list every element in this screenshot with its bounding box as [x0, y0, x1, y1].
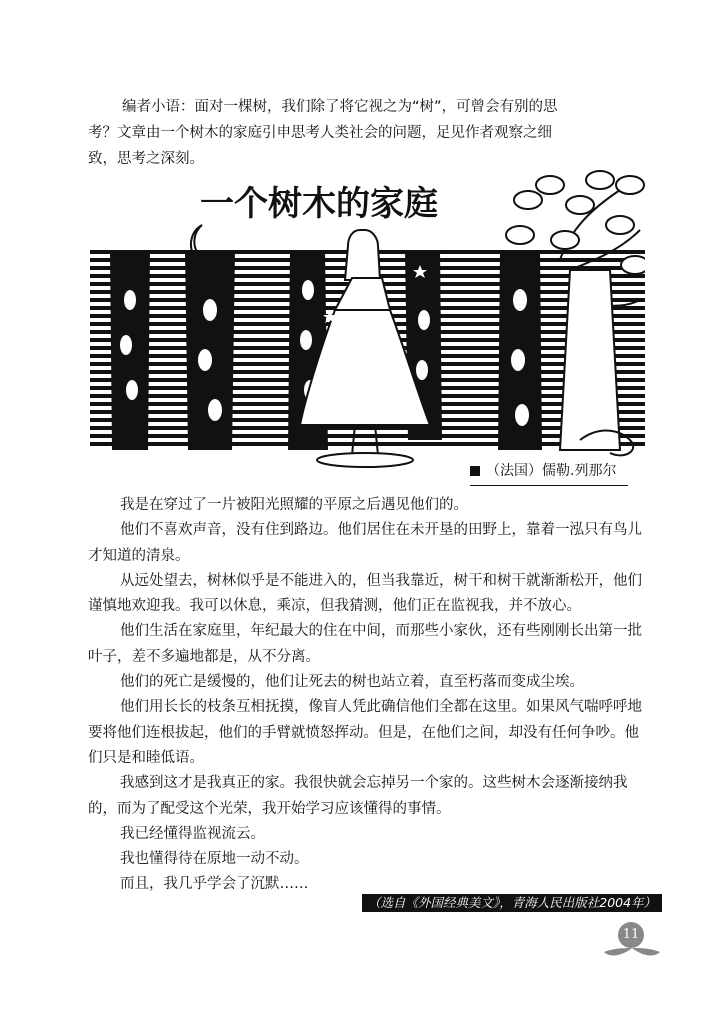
paragraph: 我是在穿过了一片被阳光照耀的平原之后遇见他们的。 [120, 497, 468, 513]
paragraph: 我也懂得待在原地一动不动。 [120, 851, 309, 868]
paragraph: 从远处望去，树林似乎是不能进入的，但当我靠近，树干和树干就渐渐松开，他们谨慎地欢迎我。我可以休息，乘凉，但我猜测，他们正在监视我，并不放心。 [88, 572, 642, 615]
author-name: （法国）儒勒.列那尔 [486, 463, 617, 479]
paragraph: 他们的死亡是缓慢的，他们让死去的树也站立着，直至朽落而变成尘埃。 [120, 674, 584, 691]
paragraph: 他们用长长的枝条互相抚摸，像盲人凭此确信他们全都在这里。如果风气喘呼呼地要将他们连根拔起，他们的手臂就愤怒挥动。但是，在他们之间，却没有任何争吵。他们只是和睦低语。 [88, 699, 642, 766]
paragraph: 他们生活在家庭里，年纪最大的住在中间，而那些小家伙，还有些刚刚长出第一批叶子，差不多遍地都是，从不分离。 [88, 623, 642, 665]
leaf-ornament-icon [604, 946, 660, 960]
forest-illustration [90, 170, 645, 485]
paragraph: 他们不喜欢声音，没有住到路边。他们居住在未开垦的田野上，靠着一泓只有鸟儿才知道的清泉。 [88, 522, 642, 564]
page-number-badge [604, 922, 660, 962]
editor-note: 编者小语：面对一棵树，我们除了将它视之为“树”，可曾会有别的思考？文章由一个树木的家庭引申思考人类社会的问题，足见作者观察之细致，思考之深刻。 [88, 99, 558, 167]
square-bullet-icon [470, 466, 480, 476]
paragraph: 我已经懂得监视流云。 [120, 825, 265, 842]
paragraph: 我感到这才是我真正的家。我很快就会忘掉另一个家的。这些树木会逐渐接纳我的，而为了配受这个光荣，我开始学习应该懂得的事情。 [88, 775, 628, 817]
byline-divider [470, 485, 628, 486]
source-citation: （选自《外国经典美文》，青海人民出版社2004年） [362, 894, 662, 912]
author-byline [470, 460, 616, 482]
paragraph: 而且，我几乎学会了沉默…… [120, 876, 309, 893]
article-title: 一个树木的家庭 [200, 184, 438, 224]
article-body [88, 493, 644, 898]
page-number: 11 [618, 922, 644, 948]
